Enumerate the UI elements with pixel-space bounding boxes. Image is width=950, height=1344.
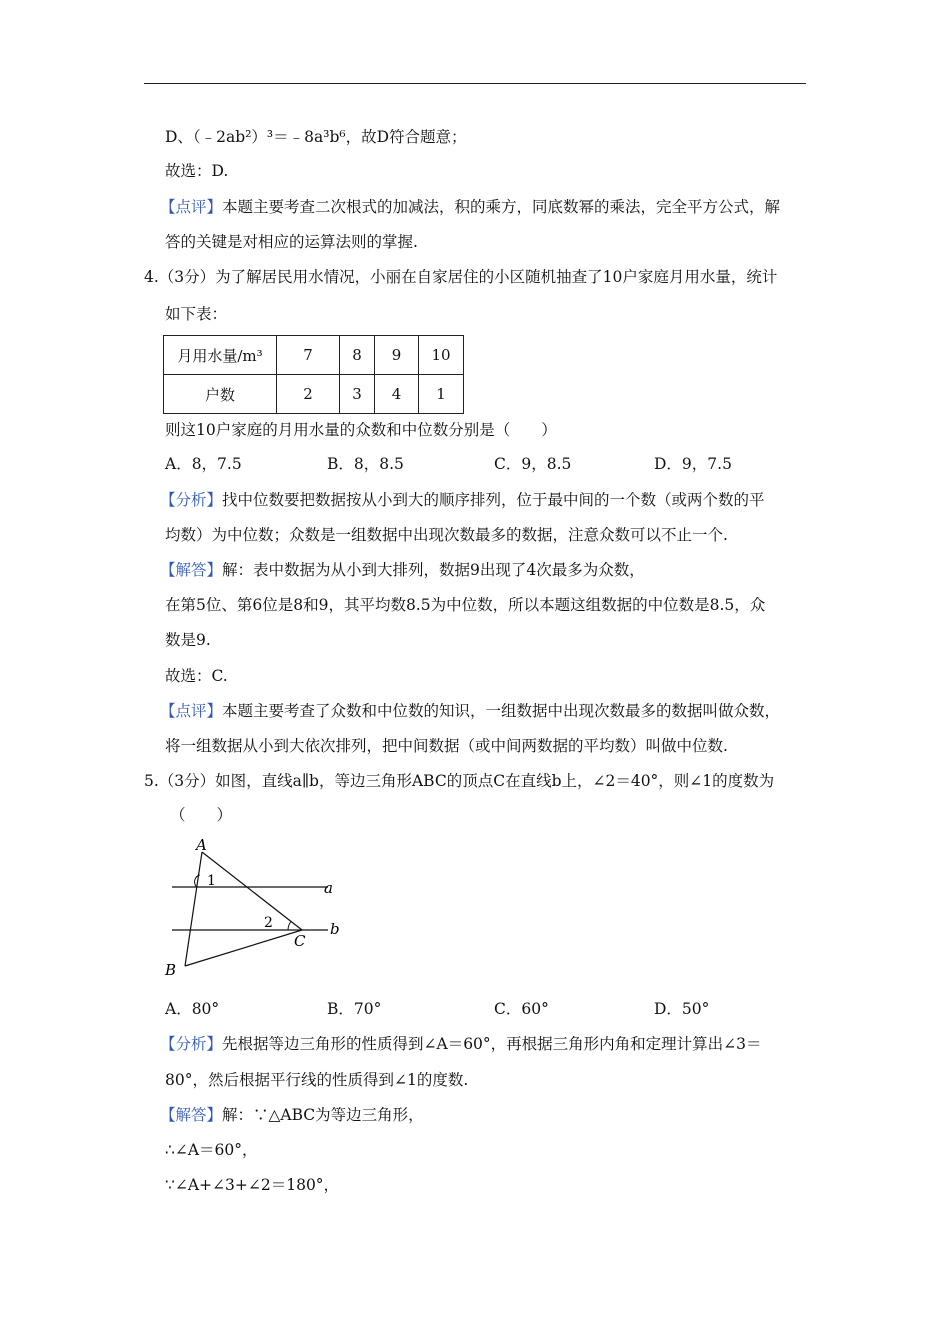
q4-solution: [160, 560, 645, 580]
option-a: A．80°: [165, 1000, 220, 1018]
option-c: C．60°: [494, 1000, 549, 1018]
water-usage-table: [163, 335, 464, 414]
label-vertex-a: A: [196, 836, 207, 854]
table-cell: 4: [375, 375, 419, 414]
side-ac: [202, 852, 302, 930]
table-row: [164, 375, 464, 414]
q4-analysis-cont: 均数）为中位数；众数是一组数据中出现次数最多的数据，注意众数可以不止一个.: [165, 526, 728, 544]
q5-solution-line2: ∴∠A＝60°，: [165, 1141, 258, 1159]
table-cell: 3: [340, 375, 375, 414]
q5-solution: [160, 1105, 424, 1125]
q3-review-cont: 答的关键是对相应的运算法则的掌握.: [165, 233, 418, 251]
option-a: A．8，7.5: [165, 455, 242, 473]
q3-answer: 故选：D.: [165, 162, 229, 180]
q4-analysis: [160, 490, 765, 510]
angle-2-arc: [288, 922, 291, 931]
table-header-cell: 户数: [164, 375, 277, 414]
table-cell: 8: [340, 336, 375, 375]
table-cell: 2: [277, 375, 340, 414]
q4-review-cont: 将一组数据从小到大依次排列，把中间数据（或中间两数据的平均数）叫做中位数.: [165, 737, 728, 755]
q4-question: 则这10户家庭的月用水量的众数和中位数分别是（ ）: [165, 421, 557, 439]
table-cell: 1: [419, 375, 464, 414]
q5-solution-line3: ∵∠A+∠3+∠2＝180°，: [165, 1176, 340, 1194]
analysis-tag: 【分析】: [160, 1035, 223, 1053]
solution-tag: 【解答】: [160, 1106, 223, 1124]
table-cell: 9: [375, 336, 419, 375]
triangle-figure: [160, 833, 360, 983]
q4-solution-line3: 数是9.: [165, 631, 211, 649]
q4-stem-cont: 如下表：: [165, 305, 228, 323]
analysis-tag: 【分析】: [160, 491, 223, 509]
solution-tag: 【解答】: [160, 561, 223, 579]
analysis-text: 先根据等边三角形的性质得到∠A＝60°，再根据三角形内角和定理计算出∠3＝: [222, 1035, 762, 1053]
q4-review: [160, 701, 780, 721]
table-row: [164, 336, 464, 375]
q3-review: [160, 197, 780, 217]
option-b: B．70°: [327, 1000, 382, 1018]
side-bc: [185, 930, 302, 966]
review-text: 本题主要考查二次根式的加减法，积的乘方，同底数幂的乘法，完全平方公式，解: [222, 198, 781, 216]
solution-text: 解：∵△ABC为等边三角形，: [222, 1106, 424, 1124]
label-vertex-c: C: [294, 932, 306, 950]
option-d: D．50°: [654, 1000, 710, 1018]
label-line-b: b: [330, 920, 340, 938]
review-tag: 【点评】: [160, 198, 223, 216]
label-line-a: a: [324, 879, 333, 897]
analysis-text: 找中位数要把数据按从小到大的顺序排列，位于最中间的一个数（或两个数的平: [222, 491, 765, 509]
q5-stem-cont: （ ）: [170, 806, 233, 824]
q4-stem: 4.（3分）为了解居民用水情况，小丽在自家居住的小区随机抽查了10户家庭月用水量，统计: [144, 268, 778, 286]
review-text: 本题主要考查了众数和中位数的知识，一组数据中出现次数最多的数据叫做众数，: [222, 702, 781, 720]
option-b: B．8，8.5: [327, 455, 404, 473]
q4-answer: 故选：C.: [165, 667, 228, 685]
solution-text: 解：表中数据为从小到大排列，数据9出现了4次最多为众数，: [222, 561, 645, 579]
table-cell: 7: [277, 336, 340, 375]
q4-solution-line2: 在第5位、第6位是8和9，其平均数8.5为中位数，所以本题这组数据的中位数是8.5，众: [165, 596, 766, 614]
label-angle-2: 2: [264, 915, 273, 931]
table-header-cell: 月用水量/m³: [164, 336, 277, 375]
header-rule: [144, 83, 806, 84]
q3-option-d-line: D、（﹣2ab²）³＝﹣8a³b⁶，故D符合题意；: [165, 128, 467, 146]
label-vertex-b: B: [165, 961, 177, 979]
q5-analysis-cont: 80°，然后根据平行线的性质得到∠1的度数.: [165, 1071, 469, 1089]
table-cell: 10: [419, 336, 464, 375]
label-angle-1: 1: [207, 873, 216, 889]
review-tag: 【点评】: [160, 702, 223, 720]
q5-analysis: [160, 1034, 762, 1054]
option-c: C．9，8.5: [494, 455, 572, 473]
side-ab: [185, 852, 202, 966]
option-d: D．9，7.5: [654, 455, 732, 473]
q5-stem: 5.（3分）如图，直线a∥b，等边三角形ABC的顶点C在直线b上，∠2＝40°，则∠1的度数为: [144, 772, 775, 790]
